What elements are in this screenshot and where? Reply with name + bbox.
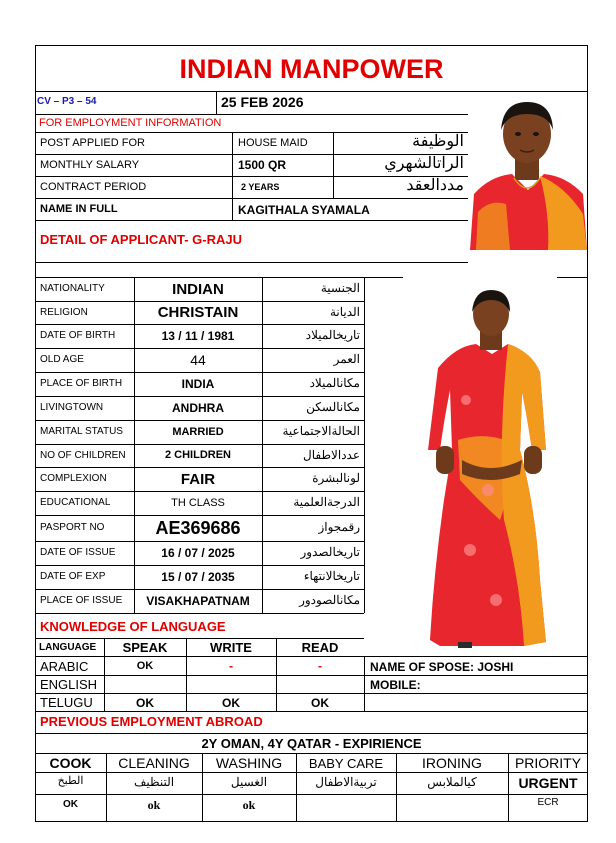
lang-telugu-write: OK — [222, 696, 240, 710]
contract-value: 2 YEARS — [241, 182, 280, 192]
skill-ironing-arabic: كيالملابس — [427, 775, 477, 789]
post-applied-value: HOUSE MAID — [238, 137, 308, 149]
detail-value: CHRISTAIN — [157, 304, 239, 321]
detail-label: COMPLEXION — [40, 473, 107, 484]
detail-value: FAIR — [180, 470, 216, 488]
skill-baby-care-arabic: تربيةالاطفال — [315, 775, 377, 789]
detail-arabic: لونالبشرة — [312, 471, 360, 485]
detail-arabic: رقمجواز — [318, 520, 360, 534]
detail-label: MARITAL STATUS — [40, 426, 123, 437]
detail-label: RELIGION — [40, 306, 88, 318]
detail-arabic: عددالاطفال — [303, 447, 360, 462]
spouse-mobile: MOBILE: — [370, 678, 421, 692]
detail-label: DATE OF BIRTH — [40, 330, 116, 341]
page-title: INDIAN MANPOWER — [179, 54, 444, 84]
detail-label: NO OF CHILDREN — [40, 449, 126, 461]
detail-value: 44 — [190, 352, 206, 368]
detail-arabic: مكانالصودور — [299, 593, 360, 607]
detail-value: 2 CHILDREN — [164, 449, 231, 461]
detail-value: ANDHRA — [172, 401, 224, 415]
skill-cook-arabic: الطبخ — [57, 775, 84, 787]
lang-telugu: TELUGU — [40, 695, 93, 710]
detail-label: PLACE OF BIRTH — [40, 378, 123, 389]
detail-label: DATE OF EXP — [40, 571, 106, 582]
skill-cleaning-arabic: التنظيف — [133, 775, 175, 789]
lang-col-language: LANGUAGE — [39, 642, 97, 653]
detail-arabic: تاريخالانتهاء — [303, 569, 360, 583]
detail-arabic: الجنسية — [320, 281, 360, 295]
detail-arabic: الديانة — [329, 304, 360, 319]
priority-value: URGENT — [518, 775, 578, 791]
post-applied-arabic: الوظيفة — [412, 133, 464, 150]
lang-col-read: READ — [301, 640, 339, 655]
skill-priority: PRIORITY — [514, 755, 582, 771]
priority-note: ECR — [537, 797, 559, 808]
salary-label: MONTHLY SALARY — [40, 159, 140, 171]
detail-arabic: تاريخالميلاد — [305, 328, 360, 342]
full-name-label: NAME IN FULL — [40, 203, 118, 215]
detail-value: INDIA — [181, 377, 215, 391]
detail-value: TH CLASS — [171, 496, 225, 509]
detail-label: PASPORT NO — [40, 522, 105, 533]
salary-arabic: الراتالشهري — [384, 155, 464, 172]
lang-col-speak: SPEAK — [122, 640, 168, 655]
applicant-headshot — [470, 94, 587, 250]
contract-arabic: مددالعقد — [406, 177, 464, 194]
lang-english: ENGLISH — [40, 677, 98, 692]
lang-arabic-write: - — [229, 659, 233, 673]
detail-label: NATIONALITY — [40, 283, 105, 294]
skill-cook-value: OK — [63, 799, 78, 810]
contract-label: CONTRACT PERIOD — [40, 181, 147, 193]
full-name-value: KAGITHALA SYAMALA — [238, 203, 370, 217]
lang-telugu-read: OK — [311, 696, 329, 710]
applicant-heading: DETAIL OF APPLICANT- G-RAJU — [40, 232, 242, 247]
skill-cleaning: CLEANING — [118, 755, 190, 771]
detail-value: 15 / 07 / 2035 — [161, 570, 235, 584]
detail-value: INDIAN — [172, 280, 224, 298]
detail-value: 13 / 11 / 1981 — [161, 329, 235, 343]
detail-arabic: تاريخالصدور — [300, 545, 360, 559]
salary-value: 1500 QR — [238, 158, 287, 172]
previous-heading: PREVIOUS EMPLOYMENT ABROAD — [40, 714, 263, 729]
cv-code: CV – P3 – 54 — [37, 96, 97, 107]
skill-baby-care: BABY CARE — [308, 756, 384, 771]
lang-arabic: ARABIC — [40, 659, 89, 674]
detail-value: MARRIED — [172, 425, 224, 438]
detail-arabic: العمر — [333, 352, 360, 366]
detail-label: OLD AGE — [40, 354, 84, 365]
cv-date: 25 FEB 2026 — [221, 94, 304, 110]
post-applied-label: POST APPLIED FOR — [40, 137, 145, 149]
detail-arabic: الحالةالاجتماعية — [282, 424, 360, 438]
employment-section-title: FOR EMPLOYMENT INFORMATION — [39, 117, 222, 129]
applicant-full-photo — [400, 280, 580, 650]
detail-value: AE369686 — [155, 518, 241, 538]
skill-ironing: IRONING — [422, 755, 482, 771]
skill-washing: WASHING — [215, 755, 283, 771]
detail-value: 16 / 07 / 2025 — [161, 546, 235, 560]
previous-experience: 2Y OMAN, 4Y QATAR - EXPIRIENCE — [201, 736, 422, 751]
detail-label: PLACE OF ISSUE — [40, 595, 123, 606]
detail-label: EDUCATIONAL — [40, 497, 111, 508]
language-heading: KNOWLEDGE OF LANGUAGE — [40, 619, 226, 634]
lang-telugu-speak: OK — [136, 696, 154, 710]
detail-label: DATE OF ISSUE — [40, 547, 116, 558]
detail-arabic: الدرجةالعلمية — [293, 495, 360, 509]
lang-col-write: WRITE — [210, 640, 252, 655]
detail-arabic: مكانالميلاد — [309, 376, 360, 390]
lang-arabic-speak: OK — [136, 660, 154, 672]
lang-arabic-read: - — [318, 659, 322, 673]
skill-cook: COOK — [49, 755, 92, 771]
detail-arabic: مكانالسكن — [306, 400, 360, 414]
detail-value: VISAKHAPATNAM — [146, 594, 250, 608]
detail-label: LIVINGTOWN — [40, 402, 104, 413]
skill-cleaning-value: ok — [147, 798, 161, 812]
skill-washing-value: ok — [242, 798, 256, 812]
skill-washing-arabic: الغسيل — [230, 775, 268, 789]
spouse-name: NAME OF SPOSE: JOSHI — [370, 660, 514, 674]
